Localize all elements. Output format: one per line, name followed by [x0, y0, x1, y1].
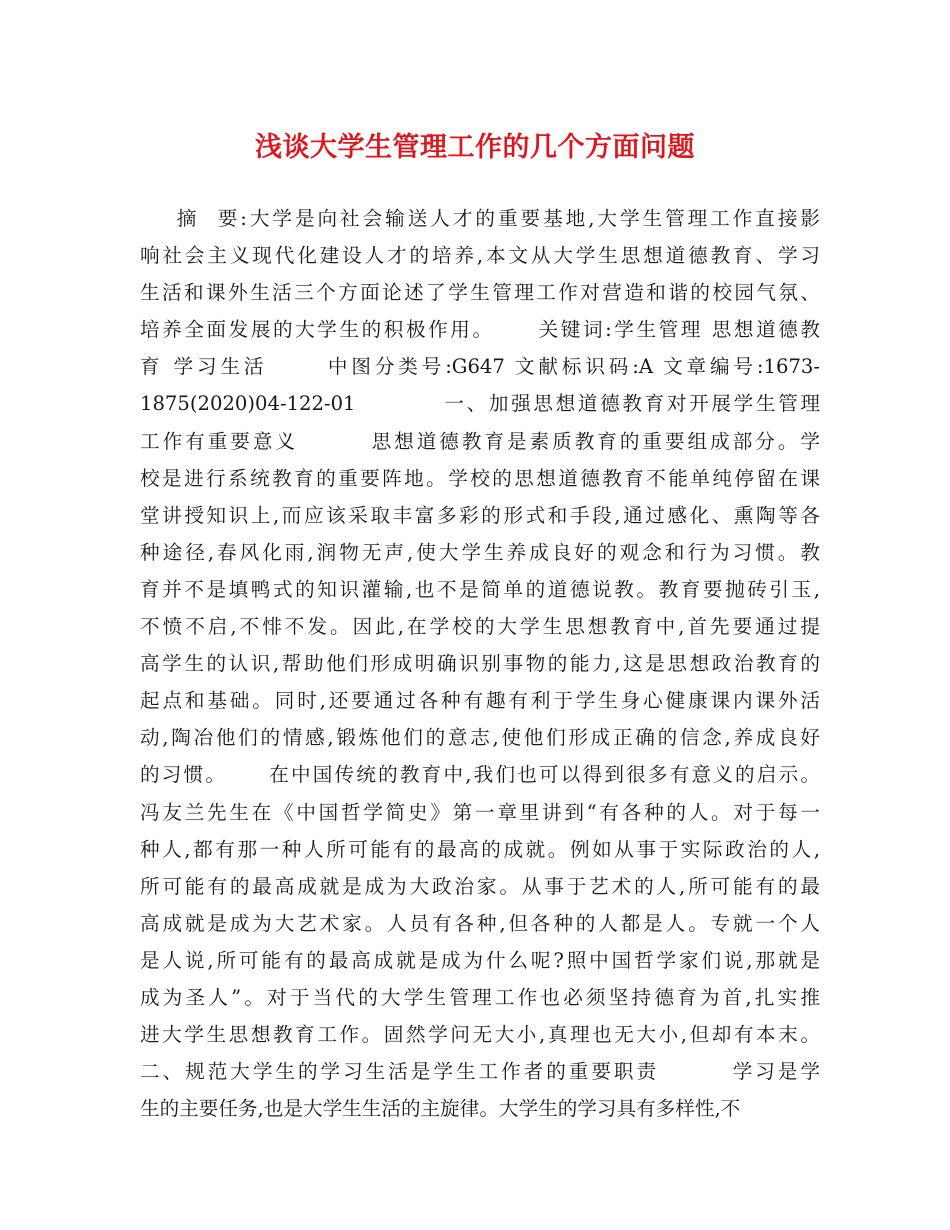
text-line: 高学生的认识,帮助他们形成明确识别事物的能力,这是思想政治教育的: [140, 652, 820, 676]
text-line: 成为圣人”。对于当代的大学生管理工作也必须坚持德育为首,扎实推: [140, 985, 820, 1009]
text-line: 生活和课外生活三个方面论述了学生管理工作对营造和谐的校园气氛、: [140, 281, 820, 305]
text-line: 种途径,春风化雨,润物无声,使大学生养成良好的观念和行为习惯。教: [140, 540, 820, 564]
text-line: 工作有重要意义 思想道德教育是素质教育的重要组成部分。学: [140, 429, 820, 453]
document-title: 浅谈大学生管理工作的几个方面问题: [255, 132, 695, 163]
text-line: 起点和基础。同时,还要通过各种有趣有利于学生身心健康课内课外活: [140, 689, 820, 713]
text-line: 二、规范大学生的学习生活是学生工作者的重要职责 学习是学: [140, 1060, 820, 1084]
text-line: 是人说,所可能有的最高成就是成为什么呢?照中国哲学家们说,那就是: [140, 948, 820, 972]
text-line: 育并不是填鸭式的知识灌输,也不是简单的道德说教。教育要抛砖引玉,: [140, 577, 820, 601]
text-line: 响社会主义现代化建设人才的培养,本文从大学生思想道德教育、学习: [140, 244, 820, 268]
text-line: 生的主要任务,也是大学生生活的主旋律。大学生的学习具有多样性,不: [140, 1097, 741, 1121]
text-line: 所可能有的最高成就是成为大政治家。从事于艺术的人,所可能有的最: [140, 874, 820, 898]
text-line: 校是进行系统教育的重要阵地。学校的思想道德教育不能单纯停留在课: [140, 466, 820, 490]
text-line: 不愤不启,不悱不发。因此,在学校的大学生思想教育中,首先要通过提: [140, 615, 820, 639]
text-line: 冯友兰先生在《中国哲学简史》第一章里讲到“有各种的人。对于每一: [140, 800, 820, 824]
text-line: 育 学习生活 中图分类号:G647 文献标识码:A 文章编号:1673-: [140, 355, 820, 379]
text-line: 进大学生思想教育工作。固然学问无大小,真理也无大小,但却有本末。: [140, 1023, 820, 1047]
text-line: 高成就是成为大艺术家。人员有各种,但各种的人都是人。专就一个人: [140, 911, 820, 935]
text-line: 动,陶冶他们的情感,锻炼他们的意志,使他们形成正确的信念,养成良好: [140, 726, 820, 750]
text-line: 堂讲授知识上,而应该采取丰富多彩的形式和手段,通过感化、熏陶等各: [140, 503, 820, 527]
text-line: 的习惯。 在中国传统的教育中,我们也可以得到很多有意义的启示。: [140, 763, 820, 787]
text-line: 1875(2020)04-122-01 一、加强思想道德教育对开展学生管理: [140, 392, 820, 416]
text-line: 摘 要:大学是向社会输送人才的重要基地,大学生管理工作直接影: [140, 207, 820, 230]
text-line: 种人,都有那一种人所可能有的最高的成就。例如从事于实际政治的人,: [140, 837, 820, 861]
document-body: [140, 200, 820, 1127]
text-line: 培养全面发展的大学生的积极作用。 关键词:学生管理 思想道德教: [140, 318, 820, 342]
